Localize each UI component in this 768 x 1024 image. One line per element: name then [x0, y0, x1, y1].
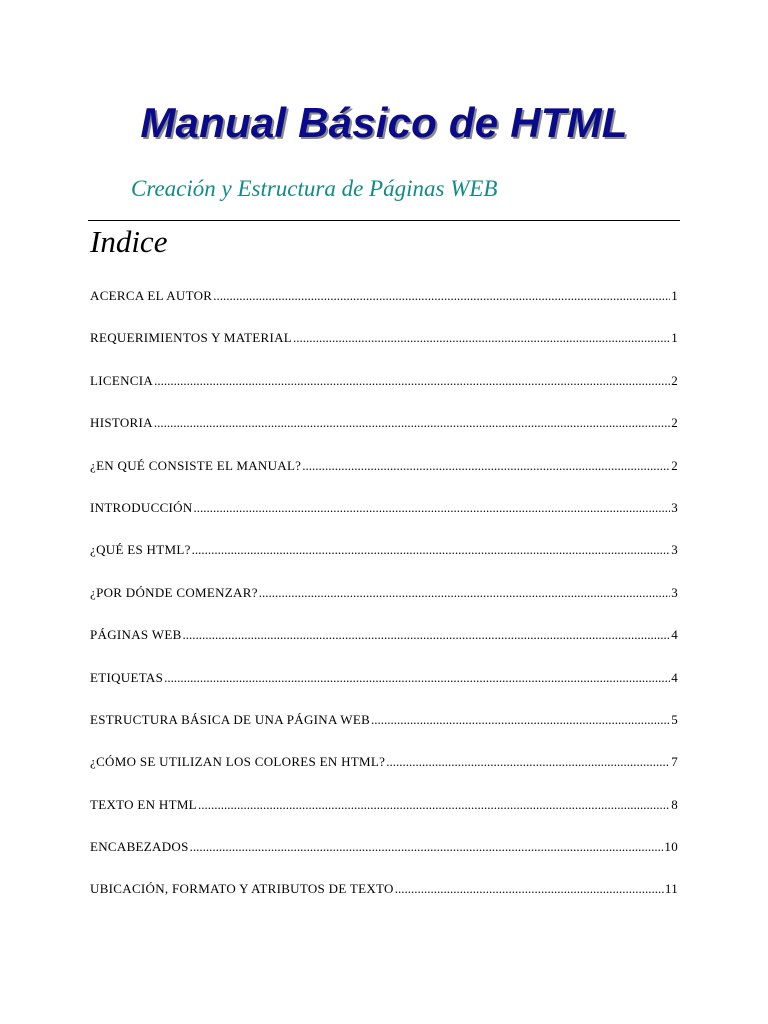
- toc-dot-leader: [395, 878, 664, 900]
- toc-entry[interactable]: [90, 836, 678, 878]
- toc-page-number: 1: [671, 288, 678, 303]
- toc-entry[interactable]: [90, 794, 678, 836]
- toc-page-number: 5: [671, 711, 678, 727]
- toc-entry-title: REQUERIMIENTOS Y MATERIAL: [90, 330, 293, 346]
- toc-entry[interactable]: [90, 285, 678, 327]
- document-title: Manual Básico de HTML: [140, 99, 628, 146]
- toc-entry[interactable]: [90, 539, 678, 581]
- toc-entry-title: PÁGINAS WEB: [90, 627, 182, 643]
- toc-entry[interactable]: [90, 624, 678, 666]
- toc-page-number: 3: [671, 542, 678, 558]
- toc-entry-title: LICENCIA: [90, 372, 154, 388]
- toc-dot-leader: [192, 539, 671, 561]
- toc-dot-leader: [183, 624, 671, 646]
- toc-entry[interactable]: [90, 751, 678, 793]
- toc-entry[interactable]: [90, 582, 678, 624]
- toc-dot-leader: [194, 497, 671, 519]
- table-of-contents: [90, 285, 678, 921]
- toc-entry[interactable]: [90, 709, 678, 751]
- index-heading: Indice: [90, 224, 168, 259]
- toc-dot-leader: [293, 327, 670, 349]
- toc-entry[interactable]: [90, 878, 678, 920]
- toc-dot-leader: [154, 412, 670, 434]
- toc-page-number: 2: [671, 415, 678, 431]
- toc-entry[interactable]: [90, 412, 678, 454]
- toc-dot-leader: [259, 582, 670, 604]
- toc-page-number: 11: [664, 881, 678, 897]
- toc-entry-title: HISTORIA: [90, 415, 153, 431]
- toc-entry[interactable]: [90, 497, 678, 539]
- toc-entry-title: ¿POR DÓNDE COMENZAR?: [90, 584, 258, 600]
- toc-entry-title: INTRODUCCIÓN: [90, 499, 193, 515]
- toc-dot-leader: [154, 370, 670, 392]
- toc-page-number: 3: [671, 584, 678, 600]
- toc-page-number: 10: [664, 839, 678, 855]
- toc-page-number: 2: [671, 372, 678, 388]
- header-divider: [88, 220, 680, 221]
- toc-dot-leader: [190, 836, 664, 858]
- toc-dot-leader: [198, 794, 670, 816]
- toc-dot-leader: [213, 285, 670, 307]
- toc-entry-title: TEXTO EN HTML: [90, 796, 197, 812]
- toc-entry-title: ¿QUÉ ES HTML?: [90, 542, 191, 558]
- toc-entry[interactable]: [90, 370, 678, 412]
- toc-entry-title: ACERCA EL AUTOR: [90, 288, 213, 303]
- document-subtitle: Creación y Estructura de Páginas WEB: [131, 176, 498, 201]
- toc-entry-title: ¿EN QUÉ CONSISTE EL MANUAL?: [90, 457, 302, 473]
- toc-entry[interactable]: [90, 667, 678, 709]
- toc-page-number: 2: [671, 457, 678, 473]
- toc-entry-title: ¿CÓMO SE UTILIZAN LOS COLORES EN HTML?: [90, 754, 386, 770]
- toc-entry[interactable]: [90, 327, 678, 369]
- toc-entry-title: UBICACIÓN, FORMATO Y ATRIBUTOS DE TEXTO: [90, 881, 394, 897]
- toc-entry[interactable]: [90, 455, 678, 497]
- toc-page-number: 7: [671, 754, 678, 770]
- toc-entry-title: ENCABEZADOS: [90, 839, 189, 855]
- toc-dot-leader: [302, 455, 670, 477]
- toc-page-number: 8: [671, 796, 678, 812]
- toc-dot-leader: [386, 751, 670, 773]
- toc-page-number: 4: [671, 627, 678, 643]
- toc-entry-title: ETIQUETAS: [90, 669, 164, 685]
- toc-dot-leader: [371, 709, 670, 731]
- toc-page-number: 1: [671, 330, 678, 346]
- toc-page-number: 4: [671, 669, 678, 685]
- toc-entry-title: ESTRUCTURA BÁSICA DE UNA PÁGINA WEB: [90, 711, 371, 727]
- toc-dot-leader: [164, 667, 670, 689]
- toc-page-number: 3: [671, 499, 678, 515]
